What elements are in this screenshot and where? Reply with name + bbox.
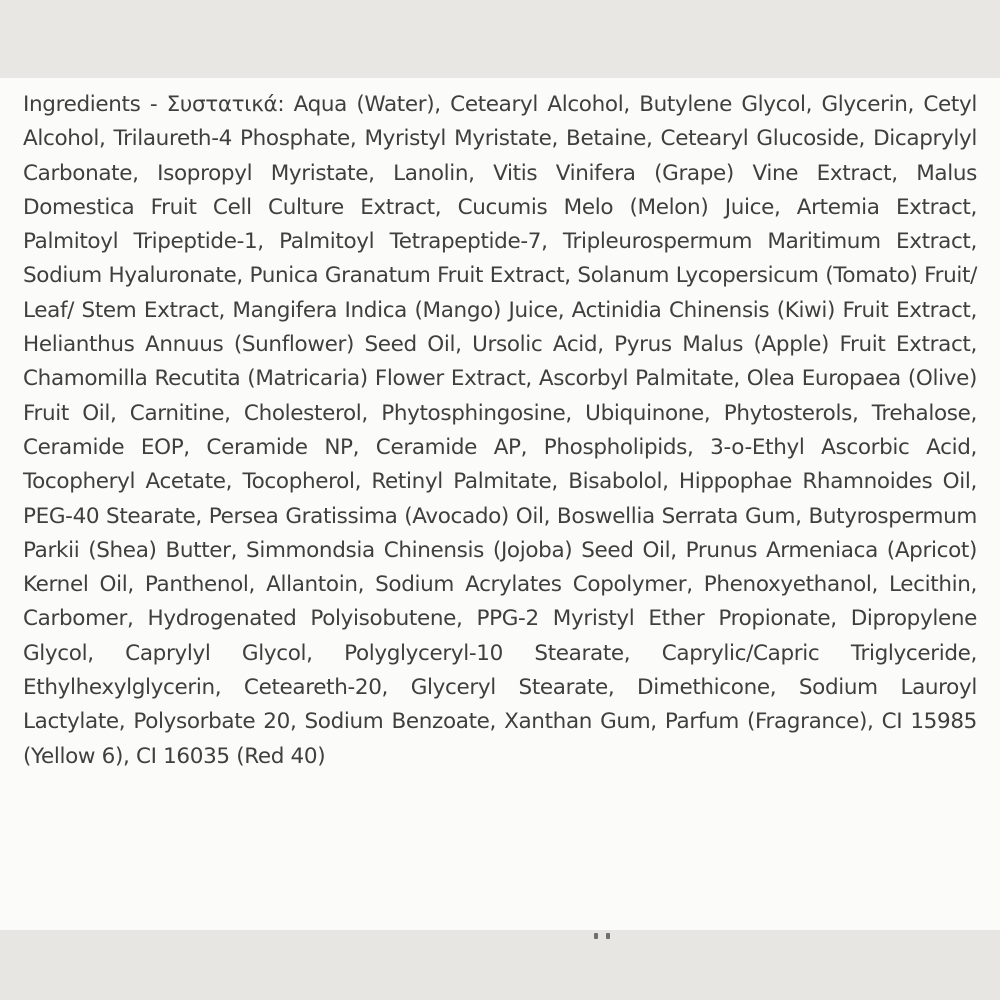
fold-marks	[594, 924, 626, 930]
ingredients-body: Aqua (Water), Cetearyl Alcohol, Butylene Glycol, Glycerin, Cetyl Alcohol, Trilaureth-4 Phosphate, Myristyl Myristate, Betaine, Cetearyl Glucoside, Dicaprylyl Carbonate, Isopropyl Myristate, Lanolin, Vitis Vinifera (Grape) Vine Extract, Malus Domestica Fruit Cell Culture Extract, Cucumis Melo (Melon) Juice, Artemia Extract, Palmitoyl Tripeptide-1, Palmitoyl Tetrapeptide-7, Tripleurospermum Maritimum Extract, Sodium Hyaluronate, Punica Granatum Fruit Extract, Solanum Lycopersicum (Tomato) Fruit/ Leaf/ Stem Extract, Mangifera Indica (Mango) Juice, Actinidia Chinensis (Kiwi) Fruit Extract, Helianthus Annuus (Sunflower) Seed Oil, Ursolic Acid, Pyrus Malus (Apple) Fruit Extract, Chamomilla Recutita (Matricaria) Flower Extract, Ascorbyl Palmitate, Olea Europaea (Olive) Fruit Oil, Carnitine, Cholesterol, Phytosphingosine, Ubiquinone, Phytosterols, Trehalose, Ceramide EOP, Ceramide NP, Ceramide AP, Phospholipids, 3-o-Ethyl Ascorbic Acid, Tocopheryl Acetate, Tocopherol, Retinyl Palmitate, Bisabolol, Hippophae Rhamnoides Oil, PEG-40 Stearate, Persea Gratissima (Avocado) Oil, Boswellia Serrata Gum, Butyrospermum Parkii (Shea) Butter, Simmondsia Chinensis (Jojoba) Seed Oil, Prunus Armeniaca (Apricot) Kernel Oil, Panthenol, Allantoin, Sodium Acrylates Copolymer, Phenoxyethanol, Lecithin, Carbomer, Hydrogenated Polyisobutene, PPG-2 Myristyl Ether Propionate, Dipropylene Glycol, Caprylyl Glycol, Polyglyceryl-10 Stearate, Caprylic/Capric Triglyceride, Ethylhexylglycerin, Ceteareth-20, Glyceryl Stearate, Dimethicone, Sodium Lauroyl Lactylate, Polysorbate 20, Sodium Benzoate, Xanthan Gum, Parfum (Fragrance), CI 15985 (Yellow 6), CI 16035 (Red 40)	[23, 92, 977, 769]
ingredients-list	[23, 88, 977, 774]
top-backdrop	[0, 0, 1000, 78]
fold-mark	[594, 933, 598, 939]
bottom-backdrop	[0, 930, 1000, 1000]
fold-mark	[606, 933, 610, 939]
ingredients-heading: Ingredients - Συστατικά:	[23, 92, 285, 117]
